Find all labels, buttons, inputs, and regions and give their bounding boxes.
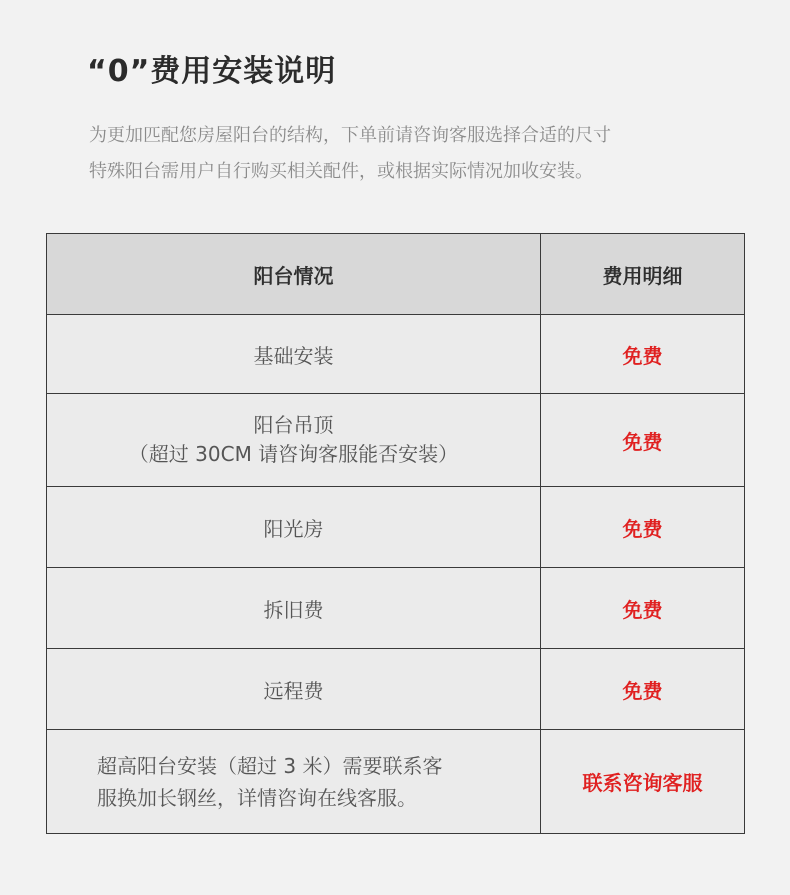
fee-cell: 免费: [541, 394, 745, 487]
situation-cell: [47, 730, 541, 834]
situation-text: 阳光房: [263, 516, 324, 541]
fee-cell: 联系咨询客服: [541, 730, 745, 834]
table-header-row: [47, 234, 745, 315]
description-line: 特殊阳台需用户自行购买相关配件，或根据实际情况加收安装。: [89, 161, 593, 182]
situation-cell: [47, 394, 541, 487]
column-header-fee: 费用明细: [541, 234, 745, 315]
fee-cell: 免费: [541, 315, 745, 394]
table-row: [47, 568, 745, 649]
table-row: [47, 487, 745, 568]
column-header-situation: 阳台情况: [47, 234, 541, 315]
fee-cell: 免费: [541, 568, 745, 649]
fee-cell: 免费: [541, 649, 745, 730]
situation-cell: [47, 315, 541, 394]
situation-cell: [47, 487, 541, 568]
table-row: [47, 649, 745, 730]
table-row: [47, 394, 745, 487]
situation-text: 拆旧费: [263, 597, 324, 622]
situation-text: 基础安装: [253, 343, 334, 368]
situation-text: 服换加长钢丝，详情咨询在线客服。: [97, 785, 417, 810]
description-line: 为更加匹配您房屋阳台的结构，下单前请咨询客服选择合适的尺寸: [89, 125, 611, 146]
fee-cell: 免费: [541, 487, 745, 568]
situation-note: （超过 30CM 请咨询客服能否安装）: [128, 442, 459, 466]
table-row: [47, 730, 745, 834]
situation-cell: [47, 649, 541, 730]
situation-text: 超高阳台安装（超过 3 米）需要联系客: [97, 753, 443, 778]
page-title: “0”费用安装说明: [87, 54, 337, 89]
description: [89, 118, 729, 190]
situation-text: 阳台吊顶: [253, 413, 334, 437]
table-row: [47, 315, 745, 394]
situation-cell: [47, 568, 541, 649]
situation-text: 远程费: [263, 678, 324, 703]
fee-table: [46, 233, 745, 834]
